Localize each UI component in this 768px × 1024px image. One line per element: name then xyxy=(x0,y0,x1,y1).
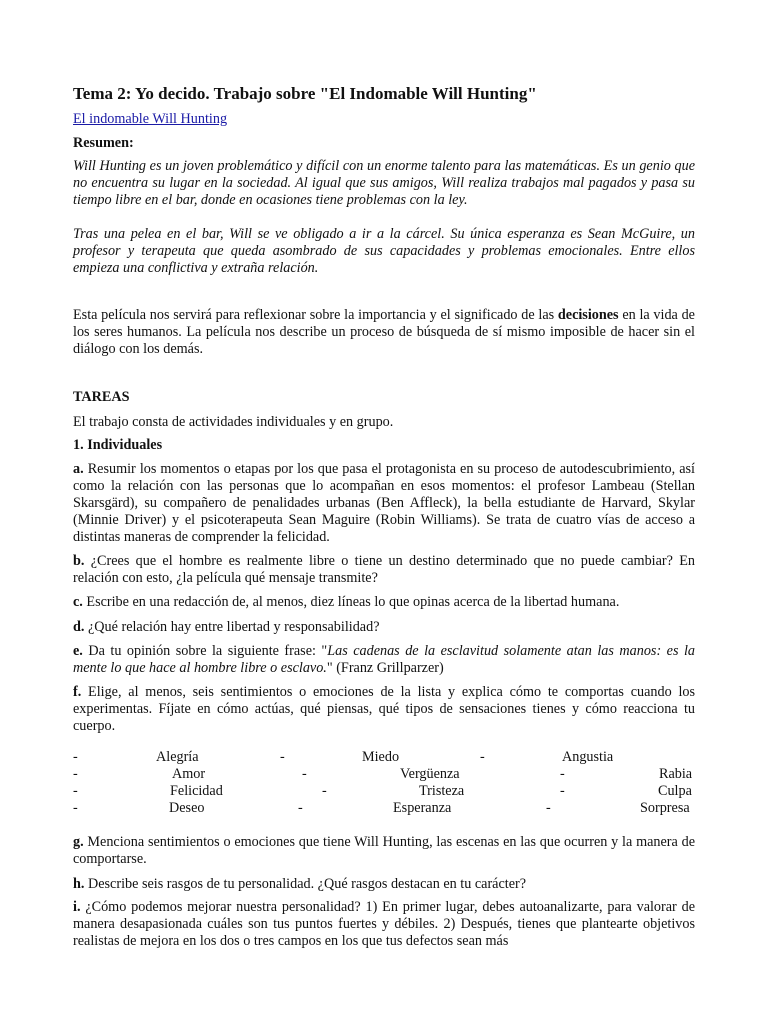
document-title: Tema 2: Yo decido. Trabajo sobre "El Indomable Will Hunting" xyxy=(73,84,537,103)
emotion-item: Angustia xyxy=(562,749,614,765)
emotion-dash: - xyxy=(298,800,303,816)
item-g-label: g. xyxy=(73,834,84,850)
emotion-row xyxy=(73,800,695,817)
movie-link-line xyxy=(73,111,695,128)
emotion-dash: - xyxy=(73,800,78,816)
emotion-dash: - xyxy=(302,766,307,782)
emotion-item: Miedo xyxy=(362,749,400,765)
item-d-label: d. xyxy=(73,619,85,635)
item-g-text: Menciona sentimientos o emociones que tiene Will Hunting, las escenas en las que ocurren y la manera de comportarse. xyxy=(73,834,695,867)
item-f xyxy=(73,684,695,735)
item-e-text-after: " (Franz Grillparzer) xyxy=(326,660,444,676)
item-e-quote: Las cadenas de la esclavitud solamente atan las manos: es la mente lo que hace al hombre libre o esclavo. xyxy=(73,643,696,676)
emotion-dash: - xyxy=(560,783,565,799)
intro-text-after: en la vida de los seres humanos. La película nos describe un proceso de búsqueda de sí mismo imposible de hacer sin el diálogo con los demás. xyxy=(73,307,695,357)
item-e xyxy=(73,643,695,677)
item-a-text: Resumir los momentos o etapas por los que pasa el protagonista en su proceso de autodescubrimiento, así como la relación con las personas que lo acompañan en esos momentos: el profesor Lambeau (Stellan Skarsgärd), su compañero de penalidades urbanas (Ben Affleck), la bella estudiante de Harvard, Skylar (Minnie Driver) y el psicoterapeuta Sean Maguire (Robin Williams). Se trata de cuatro vías de acceso a distintas maneras de comprender la felicidad. xyxy=(73,461,695,545)
emotion-dash: - xyxy=(322,783,327,799)
item-b-label: b. xyxy=(73,553,85,569)
item-f-text: Elige, al menos, seis sentimientos o emociones de la lista y explica cómo te comportas cuando los experimentas. Fíjate en cómo actúas, qué piensas, qué tipos de sensaciones tienes y cómo reacciona tu cuerpo. xyxy=(73,684,695,734)
resumen-paragraph-1: Will Hunting es un joven problemático y difícil con un enorme talento para las matemáticas. Es un genio que no encuentra su lugar en la sociedad. Al igual que sus amigos, Will realiza trabajos mal pagados y pasa su tiempo libre en el bar, donde en ocasiones tiene problemas con la ley. xyxy=(73,158,695,208)
item-i xyxy=(73,899,695,950)
tareas-heading: TAREAS xyxy=(73,389,130,405)
item-h-text: Describe seis rasgos de tu personalidad. ¿Qué rasgos destacan en tu carácter? xyxy=(84,876,527,892)
intro-text-before: Esta película nos servirá para reflexionar sobre la importancia y el significado de las xyxy=(73,307,558,323)
item-f-label: f. xyxy=(73,684,82,700)
resumen-paragraph-2: Tras una pelea en el bar, Will se ve obligado a ir a la cárcel. Su única esperanza es Sean McGuire, un profesor y terapeuta que queda asombrado de sus capacidades y problemas emocionales. Entre ellos empieza una conflictiva y extraña relación. xyxy=(73,226,695,276)
item-b xyxy=(73,553,695,587)
intro-bold-word: decisiones xyxy=(557,307,619,323)
item-e-text-before: Da tu opinión sobre la siguiente frase: " xyxy=(82,643,328,659)
tareas-text: El trabajo consta de actividades individuales y en grupo. xyxy=(73,414,394,430)
item-g xyxy=(73,834,695,868)
item-d-text: ¿Qué relación hay entre libertad y responsabilidad? xyxy=(84,619,380,635)
item-c xyxy=(73,594,695,611)
emotion-dash: - xyxy=(480,749,485,765)
emotion-item: Deseo xyxy=(169,800,205,816)
emotion-item: Vergüenza xyxy=(400,766,460,782)
emotion-row xyxy=(73,766,695,783)
emotion-item: Tristeza xyxy=(419,783,465,799)
item-i-label: i. xyxy=(73,899,81,915)
emotion-dash: - xyxy=(280,749,285,765)
resumen-heading: Resumen: xyxy=(73,135,134,151)
emotion-row xyxy=(73,749,695,766)
emotion-dash: - xyxy=(73,766,78,782)
item-a xyxy=(73,461,695,546)
individuales-heading: 1. Individuales xyxy=(73,437,163,453)
emotion-dash: - xyxy=(73,783,78,799)
emotion-row xyxy=(73,783,695,800)
emotion-dash: - xyxy=(546,800,551,816)
emotion-item: Alegría xyxy=(156,749,199,765)
item-a-label: a. xyxy=(73,461,84,477)
emotion-item: Culpa xyxy=(658,783,692,799)
item-h-label: h. xyxy=(73,876,85,892)
item-e-label: e. xyxy=(73,643,83,659)
item-i-text: ¿Cómo podemos mejorar nuestra personalidad? 1) En primer lugar, debes autoanalizarte, para valorar de manera desapasionada cuáles son tus puntos fuertes y débiles. 2) Después, tienes que plantearte objetivos realistas de mejora en los dos o tres campos en los que tus defectos sean más xyxy=(73,899,695,949)
item-c-label: c. xyxy=(73,594,83,610)
emotion-item: Rabia xyxy=(659,766,693,782)
emotion-item: Sorpresa xyxy=(640,800,690,816)
item-h xyxy=(73,876,695,893)
item-d xyxy=(73,619,695,636)
emotion-item: Amor xyxy=(172,766,206,782)
emotion-item: Felicidad xyxy=(170,783,223,799)
intro-paragraph xyxy=(73,307,695,358)
emotion-dash: - xyxy=(560,766,565,782)
emotion-item: Esperanza xyxy=(393,800,452,816)
movie-link[interactable]: El indomable Will Hunting xyxy=(73,111,228,127)
item-b-text: ¿Crees que el hombre es realmente libre o tiene un destino determinado que no puede cambiar? En relación con esto, ¿la película qué mensaje transmite? xyxy=(73,553,695,586)
item-c-text: Escribe en una redacción de, al menos, diez líneas lo que opinas acerca de la libertad humana. xyxy=(82,594,620,610)
emotion-dash: - xyxy=(73,749,78,765)
